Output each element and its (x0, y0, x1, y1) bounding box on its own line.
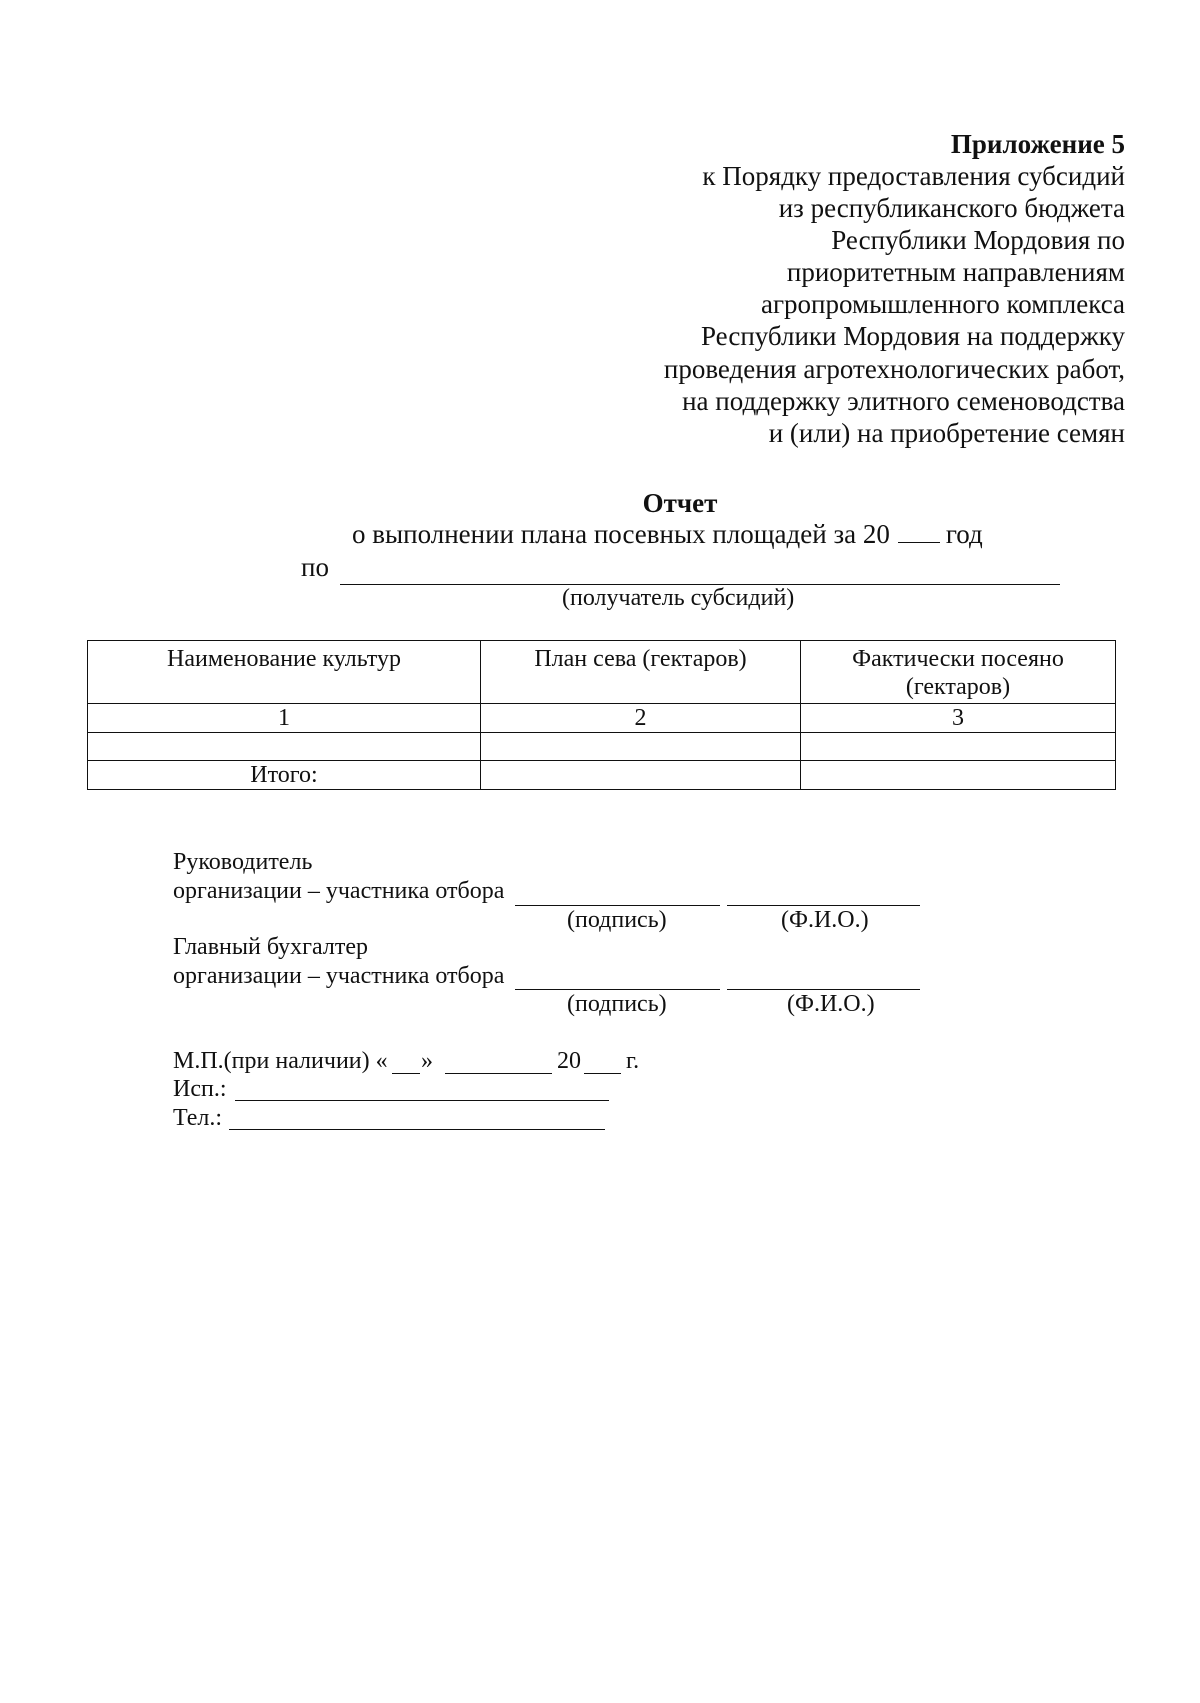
po-label: по (301, 552, 329, 582)
appendix-line: и (или) на приобретение семян (768, 417, 1125, 448)
executor-blank-line (235, 1100, 609, 1101)
appendix-line: проведения агротехнологических работ, (663, 353, 1125, 384)
head-signature-caption: (подпись) (567, 907, 667, 933)
accountant-label-2: организации – участника отбора (173, 963, 505, 989)
table-cell (481, 733, 801, 761)
accountant-label-1: Главный бухгалтер (173, 934, 368, 960)
column-number: 3 (801, 704, 1116, 733)
phone-label: Тел.: (173, 1105, 223, 1131)
table-total-row (88, 761, 1116, 790)
table-cell (481, 761, 801, 790)
year-suffix: г. (626, 1048, 640, 1074)
seal-prefix: М.П.(при наличии) « (173, 1048, 388, 1074)
report-subtitle-prefix: о выполнении плана посевных площадей за 20 (352, 519, 890, 549)
appendix-line: к Порядку предоставления субсидий (702, 161, 1125, 191)
accountant-signature-caption: (подпись) (567, 991, 667, 1017)
appendix-header (664, 128, 1125, 449)
head-label-2: организации – участника отбора (173, 878, 505, 904)
year-blank-line (584, 1073, 621, 1074)
accountant-fio-caption: (Ф.И.О.) (787, 991, 875, 1017)
month-blank-line (445, 1073, 552, 1074)
appendix-line: Республики Мордовия на поддержку (701, 321, 1125, 352)
header-cell-crops: Наименование культур (88, 641, 481, 704)
header-cell-plan: План сева (гектаров) (481, 641, 801, 704)
report-title: Отчет (642, 488, 718, 518)
table-header-row (88, 641, 1116, 704)
year-prefix: 20 (557, 1048, 581, 1074)
report-subtitle-suffix: год (945, 519, 983, 549)
phone-blank-line (229, 1129, 605, 1130)
executor-label: Исп.: (173, 1076, 227, 1102)
column-number: 1 (88, 704, 481, 733)
table-cell (801, 761, 1116, 790)
day-blank-line (392, 1073, 420, 1074)
table-cell (88, 733, 481, 761)
appendix-line: приоритетным направлениям (786, 257, 1125, 288)
appendix-line: агропромышленного комплекса (761, 289, 1125, 320)
appendix-line: на поддержку элитного семеноводства (682, 385, 1125, 416)
seal-mid: » (421, 1048, 433, 1074)
appendix-title: Приложение 5 (950, 129, 1125, 159)
appendix-line: Республики Мордовия по (831, 225, 1125, 256)
appendix-line: из республиканского бюджета (778, 193, 1125, 224)
head-label-1: Руководитель (173, 849, 313, 875)
table-number-row (88, 704, 1116, 733)
table-cell (801, 733, 1116, 761)
header-cell-actual: Фактически посеяно (гектаров) (801, 641, 1116, 704)
year-blank (898, 518, 940, 543)
recipient-caption: (получатель субсидий) (562, 585, 795, 611)
head-fio-caption: (Ф.И.О.) (781, 907, 869, 933)
total-label: Итого: (88, 761, 481, 790)
sowing-plan-table (87, 640, 1116, 790)
report-subtitle (352, 518, 983, 550)
column-number: 2 (481, 704, 801, 733)
table-row (88, 733, 1116, 761)
